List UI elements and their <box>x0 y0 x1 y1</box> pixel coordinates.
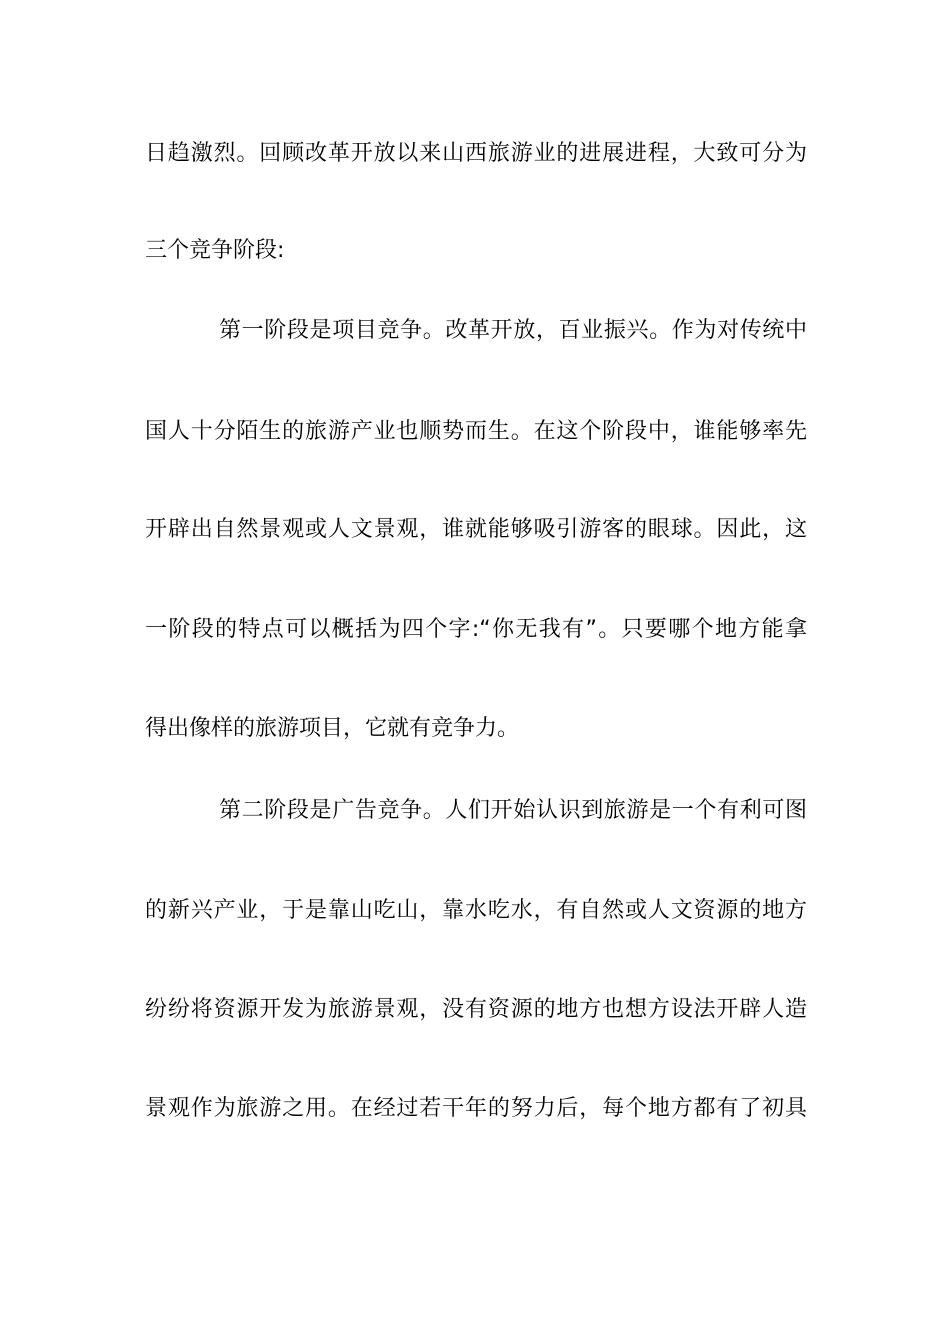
text-line: 三个竞争阶段: <box>145 238 285 263</box>
paragraph-first-line: 第二阶段是广告竞争。人们开始认识到旅游是一个有利可图 <box>219 798 807 823</box>
text-line: 开辟出自然景观或人文景观，谁就能够吸引游客的眼球。因此，这 <box>145 517 807 542</box>
text-line: 得出像样的旅游项目，它就有竞争力。 <box>145 716 520 741</box>
text-line: 景观作为旅游之用。在经过若干年的努力后，每个地方都有了初具 <box>145 1096 807 1121</box>
paragraph-first-line: 第一阶段是项目竞争。改革开放，百业振兴。作为对传统中 <box>219 318 807 343</box>
text-line: 的新兴产业，于是靠山吃山，靠水吃水，有自然或人文资源的地方 <box>145 898 807 923</box>
text-line: 日趋激烈。回顾改革开放以来山西旅游业的进展进程，大致可分为 <box>145 141 807 166</box>
text-line: 纷纷将资源开发为旅游景观，没有资源的地方也想方设法开辟人造 <box>145 997 807 1022</box>
text-line: 国人十分陌生的旅游产业也顺势而生。在这个阶段中，谁能够率先 <box>145 419 807 444</box>
text-line: 一阶段的特点可以概括为四个字:“你无我有”。只要哪个地方能拿 <box>145 617 807 642</box>
